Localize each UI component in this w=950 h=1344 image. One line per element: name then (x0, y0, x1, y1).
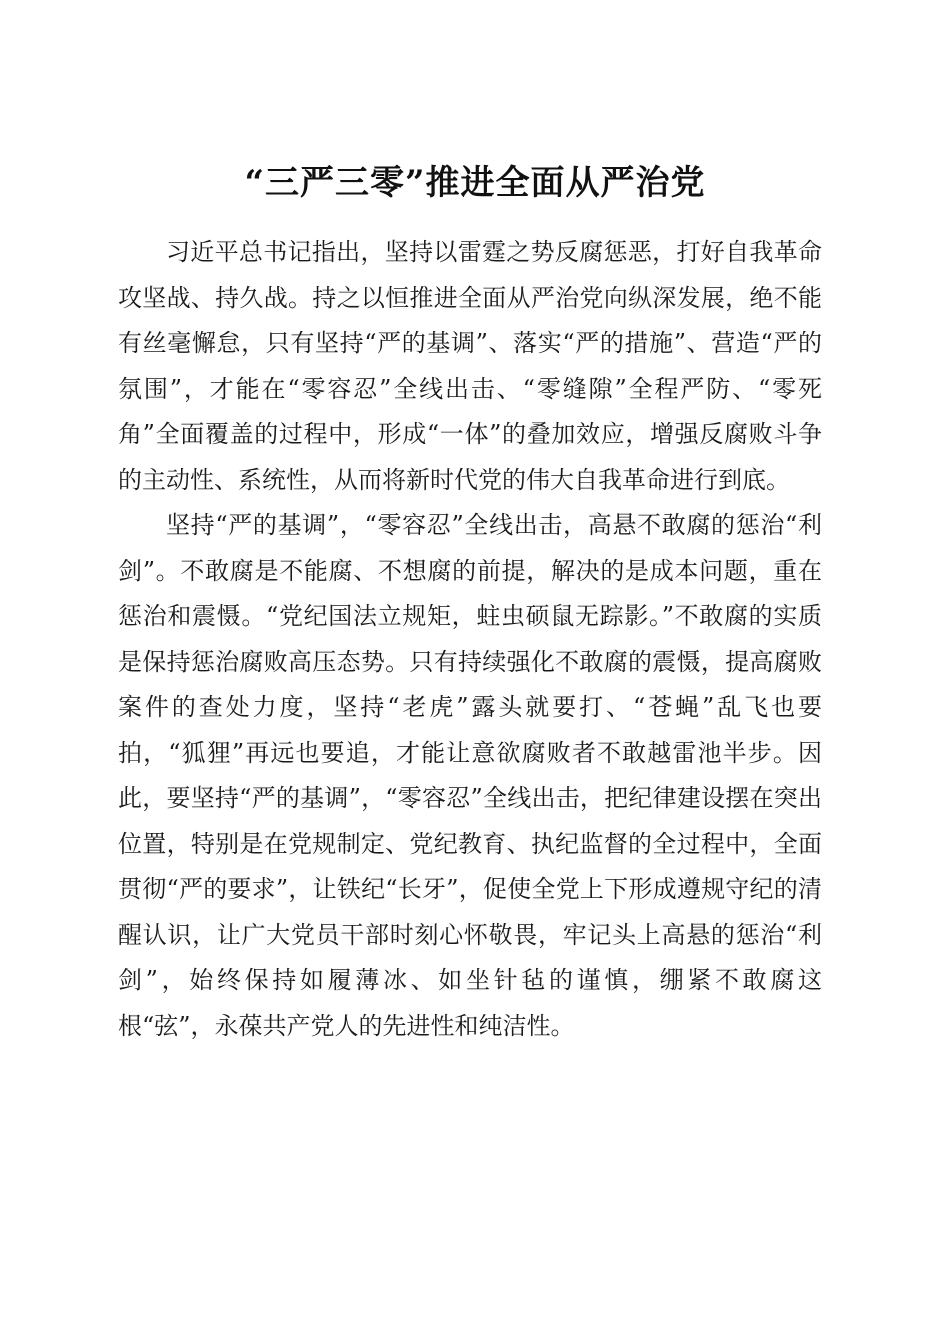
paragraph-intro: 习近平总书记指出，坚持以雷霆之势反腐惩恶，打好自我革命攻坚战、持久战。持之以恒推进全面从严治党向纵深发展，绝不能有丝毫懈怠，只有坚持“严的基调”、落实“严的措施”、营造“严的氛围”，才能在“零容忍”全线出击、“零缝隙”全程严防、“零死角”全面覆盖的过程中，形成“一体”的叠加效应，增强反腐败斗争的主动性、系统性，从而将新时代党的伟大自我革命进行到底。 (118, 238, 822, 494)
document-title: “三严三零”推进全面从严治党 (244, 162, 706, 203)
paragraph-strict-tone: 坚持“严的基调”，“零容忍”全线出击，高悬不敢腐的惩治“利剑”。不敢腐是不能腐、不想腐的前提，解决的是成本问题，重在惩治和震慑。“党纪国法立规矩，蛀虫硕鼠无踪影。”不敢腐的实质是保持惩治腐败高压态势。只有持续强化不敢腐的震慑，提高腐败案件的查处力度，坚持“老虎”露头就要打、“苍蝇”乱飞也要拍，“狐狸”再远也要追，才能让意欲腐败者不敢越雷池半步。因此，要坚持“严的基调”，“零容忍”全线出击，把纪律建设摆在突出位置，特别是在党规制定、党纪教育、执纪监督的全过程中，全面贯彻“严的要求”，让铁纪“长牙”，促使全党上下形成遵规守纪的清醒认识，让广大党员干部时刻心怀敬畏，牢记头上高悬的惩治“利剑”，始终保持如履薄冰、如坐针毡的谨慎，绷紧不敢腐这根“弦”，永葆共产党人的先进性和纯洁性。 (118, 511, 822, 1040)
document-body (118, 230, 822, 1049)
